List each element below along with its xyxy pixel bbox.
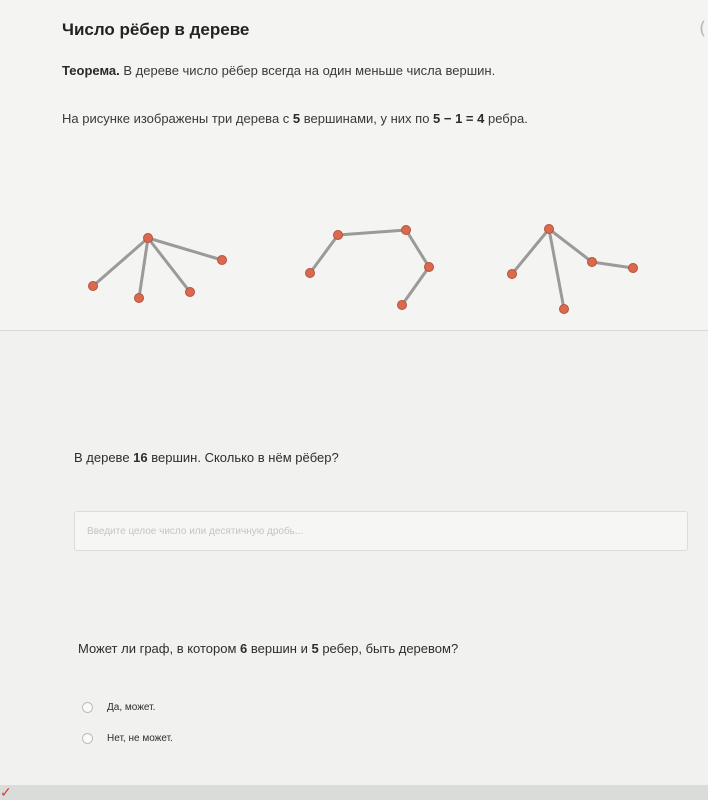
- theorem-label: Теорема.: [62, 63, 120, 78]
- exercise-card: [0, 331, 708, 785]
- tree-1-edge: [148, 238, 222, 260]
- caption-vertices: 5: [292, 111, 301, 126]
- tree-2-edge: [406, 230, 429, 267]
- tree-3-vertex: [545, 225, 554, 234]
- tree-3-edge: [549, 229, 564, 309]
- bottom-strip: [0, 785, 708, 800]
- caption-suffix: ребра.: [484, 111, 528, 126]
- question-1-text: [74, 450, 339, 465]
- answer-input[interactable]: [74, 511, 688, 551]
- theorem-body: В дереве число рёбер всегда на один меньше числа вершин.: [119, 63, 496, 78]
- question-1-number: 16: [133, 450, 148, 465]
- edge-control-icon[interactable]: (: [698, 18, 706, 39]
- tree-1-vertex: [186, 288, 195, 297]
- tree-1-edge: [93, 238, 148, 286]
- tree-2-vertex: [334, 231, 343, 240]
- tree-1-edge: [139, 238, 148, 298]
- caption-prefix: На рисунке изображены три дерева с: [62, 111, 293, 126]
- question-2-suffix: ребер, быть деревом?: [318, 641, 459, 656]
- tree-3-edge: [592, 262, 633, 268]
- question-2-vertices: 6: [240, 641, 248, 656]
- tree-3-edge: [512, 229, 549, 274]
- question-2-text: [78, 641, 458, 656]
- tree-1-edge: [148, 238, 190, 292]
- question-2-prefix: Может ли граф, в котором: [78, 641, 241, 656]
- tree-3-vertex: [588, 258, 597, 267]
- question-2-middle: вершин и: [247, 641, 312, 656]
- tree-1-vertex: [218, 256, 227, 265]
- tree-2-vertex: [398, 301, 407, 310]
- tree-3: [508, 225, 638, 314]
- caption-middle: вершинами, у них по: [300, 111, 434, 126]
- tree-1: [89, 234, 227, 303]
- radio-button[interactable]: [82, 702, 93, 713]
- option-no[interactable]: [82, 730, 173, 746]
- tree-1-vertex: [135, 294, 144, 303]
- figure-caption: [62, 111, 528, 126]
- question-1-suffix: вершин. Сколько в нём рёбер?: [147, 450, 339, 465]
- check-mark-icon: ✓: [0, 784, 12, 800]
- tree-3-vertex: [560, 305, 569, 314]
- tree-3-vertex: [508, 270, 517, 279]
- tree-3-vertex: [629, 264, 638, 273]
- tree-2-edge: [402, 267, 429, 305]
- option-label: Да, может.: [107, 701, 156, 713]
- tree-1-vertex: [89, 282, 98, 291]
- tree-2: [306, 226, 434, 310]
- theorem-text: [62, 63, 495, 78]
- tree-2-vertex: [306, 269, 315, 278]
- option-label: Нет, не может.: [107, 732, 173, 744]
- tree-2-edge: [338, 230, 406, 235]
- tree-2-edge: [310, 235, 338, 273]
- tree-diagrams: [0, 200, 708, 320]
- question-1-prefix: В дереве: [74, 450, 134, 465]
- tree-2-vertex: [402, 226, 411, 235]
- page-title: Число рёбер в дереве: [62, 20, 250, 39]
- radio-button[interactable]: [82, 733, 93, 744]
- tree-1-vertex: [144, 234, 153, 243]
- option-yes[interactable]: [82, 699, 155, 715]
- tree-2-vertex: [425, 263, 434, 272]
- caption-formula: 5 − 1 = 4: [433, 111, 485, 126]
- question-2-edges: 5: [311, 641, 319, 656]
